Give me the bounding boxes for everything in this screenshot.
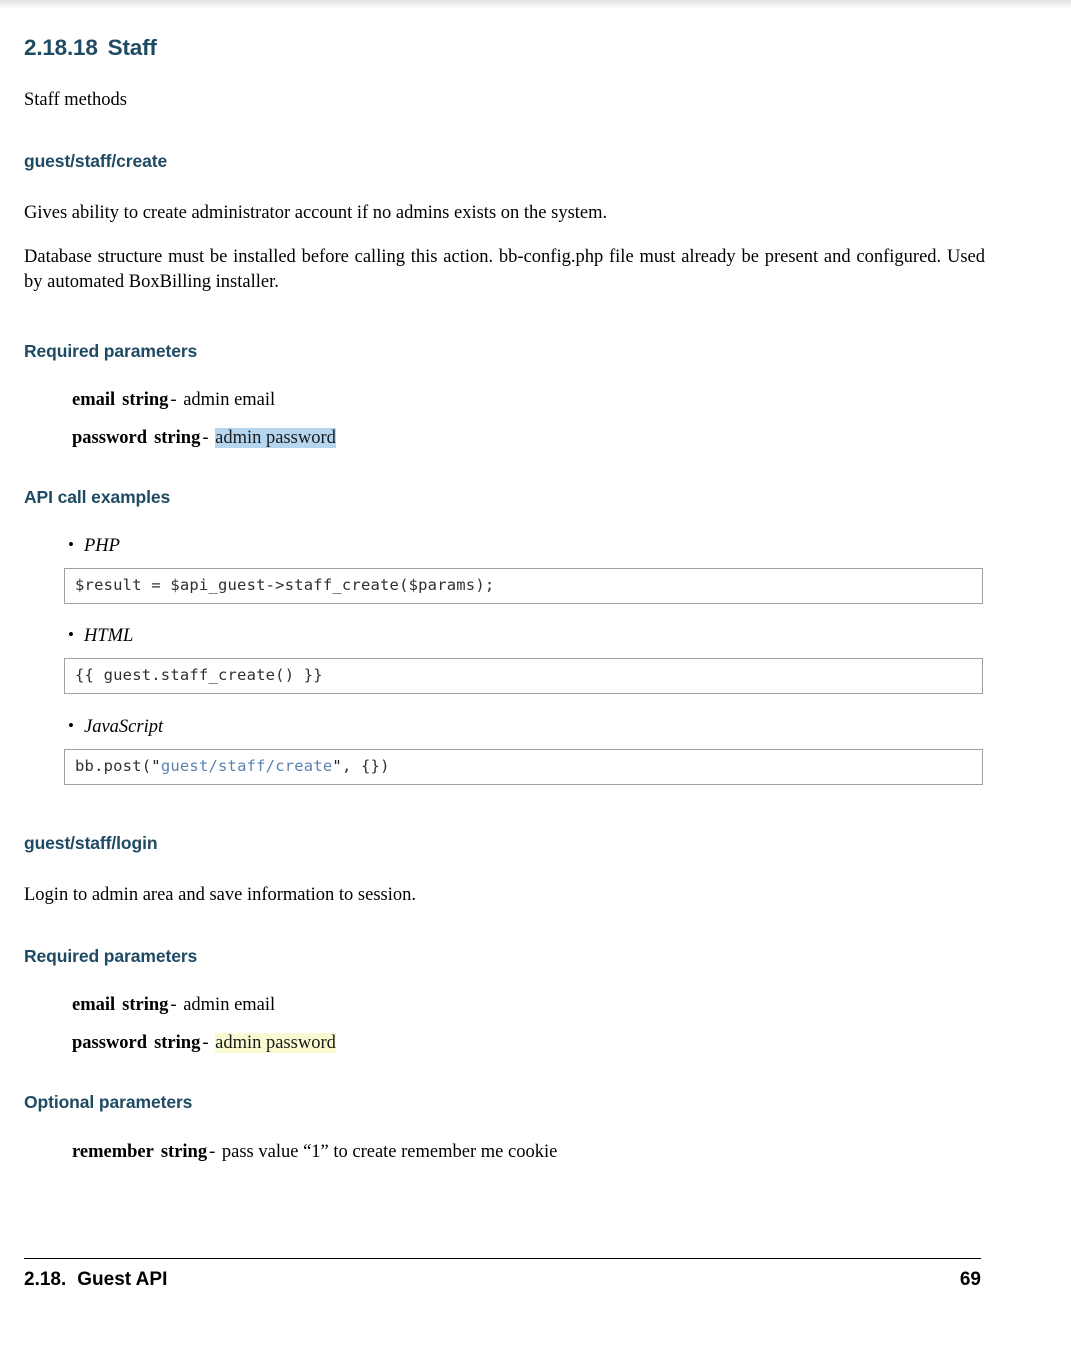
param-row: [24, 1030, 985, 1056]
param-row: [24, 992, 985, 1018]
code-block-javascript[interactable]: [64, 749, 983, 785]
footer-chapter: [24, 1269, 167, 1291]
api-login-description-1: Login to admin area and save information to session.: [24, 885, 417, 905]
param-row: [24, 425, 985, 451]
footer-divider: [24, 1258, 981, 1259]
page-number: 69: [959, 1269, 981, 1290]
api-heading-staff-create: guest/staff/create: [24, 151, 168, 171]
param-dash: -: [170, 390, 177, 410]
code-token-args: , {}): [341, 757, 390, 775]
footer-chapter-title: Guest API: [77, 1269, 168, 1290]
api-create-description-2: Database structure must be installed before calling this action. bb-config.php file must already be present and configured. Used by automated BoxBilling installer.: [24, 247, 985, 292]
param-dash: -: [209, 1142, 216, 1162]
param-description: admin email: [183, 995, 276, 1015]
param-row: [24, 1139, 985, 1165]
example-language-label: • HTML: [24, 624, 985, 648]
param-type: string: [154, 428, 201, 448]
page-content: [24, 24, 985, 1165]
param-dash: -: [202, 428, 209, 448]
param-description: pass value “1” to create remember me cookie: [221, 1142, 558, 1162]
example-language-label: • JavaScript: [24, 715, 985, 739]
required-parameters-heading-login: Required parameters: [24, 946, 198, 966]
api-examples-list: [24, 534, 985, 785]
param-type: string: [154, 1033, 201, 1053]
code-token-string: guest/staff/create: [160, 757, 333, 775]
param-type: string: [160, 1142, 208, 1162]
param-name: email: [72, 995, 116, 1015]
param-name: password: [72, 428, 148, 448]
optional-parameters-heading-login: Optional parameters: [24, 1092, 193, 1112]
example-item-javascript: [24, 715, 985, 785]
param-name: password: [72, 1033, 148, 1053]
param-type: string: [122, 995, 169, 1015]
page-footer: [24, 1258, 981, 1291]
param-description: admin email: [183, 390, 276, 410]
section-intro-text: Staff methods: [24, 90, 127, 110]
param-name: email: [72, 390, 116, 410]
param-name: remember: [72, 1142, 154, 1162]
required-parameters-heading-create: Required parameters: [24, 341, 198, 361]
code-block-html[interactable]: {{ guest.staff_create() }}: [64, 658, 983, 694]
param-description-selected: admin password: [215, 428, 336, 448]
required-parameters-list-create: [24, 387, 985, 451]
param-description-search-match: admin password: [215, 1033, 336, 1053]
page-title: [24, 34, 985, 61]
param-dash: -: [202, 1033, 209, 1053]
section-number: 2.18.18: [24, 35, 98, 60]
param-dash: -: [170, 995, 177, 1015]
code-token-quote-open: ": [151, 757, 161, 775]
section-title: Staff: [107, 35, 157, 60]
required-parameters-list-login: [24, 992, 985, 1056]
example-language-label: • PHP: [24, 534, 985, 558]
api-create-description-1: Gives ability to create administrator account if no admins exists on the system.: [24, 203, 608, 223]
code-token-quote-close: ": [332, 757, 342, 775]
example-item-php: [24, 534, 985, 604]
api-heading-staff-login: guest/staff/login: [24, 833, 158, 853]
footer-chapter-number: 2.18.: [24, 1269, 67, 1290]
optional-parameters-list-login: [24, 1139, 985, 1165]
param-row: [24, 387, 985, 413]
footer-row: [24, 1269, 981, 1291]
param-type: string: [122, 390, 169, 410]
code-block-php[interactable]: $result = $api_guest->staff_create($params);: [64, 568, 983, 604]
api-call-examples-heading: API call examples: [24, 487, 171, 507]
example-item-html: [24, 624, 985, 694]
code-token-call: bb.post(: [75, 757, 152, 775]
